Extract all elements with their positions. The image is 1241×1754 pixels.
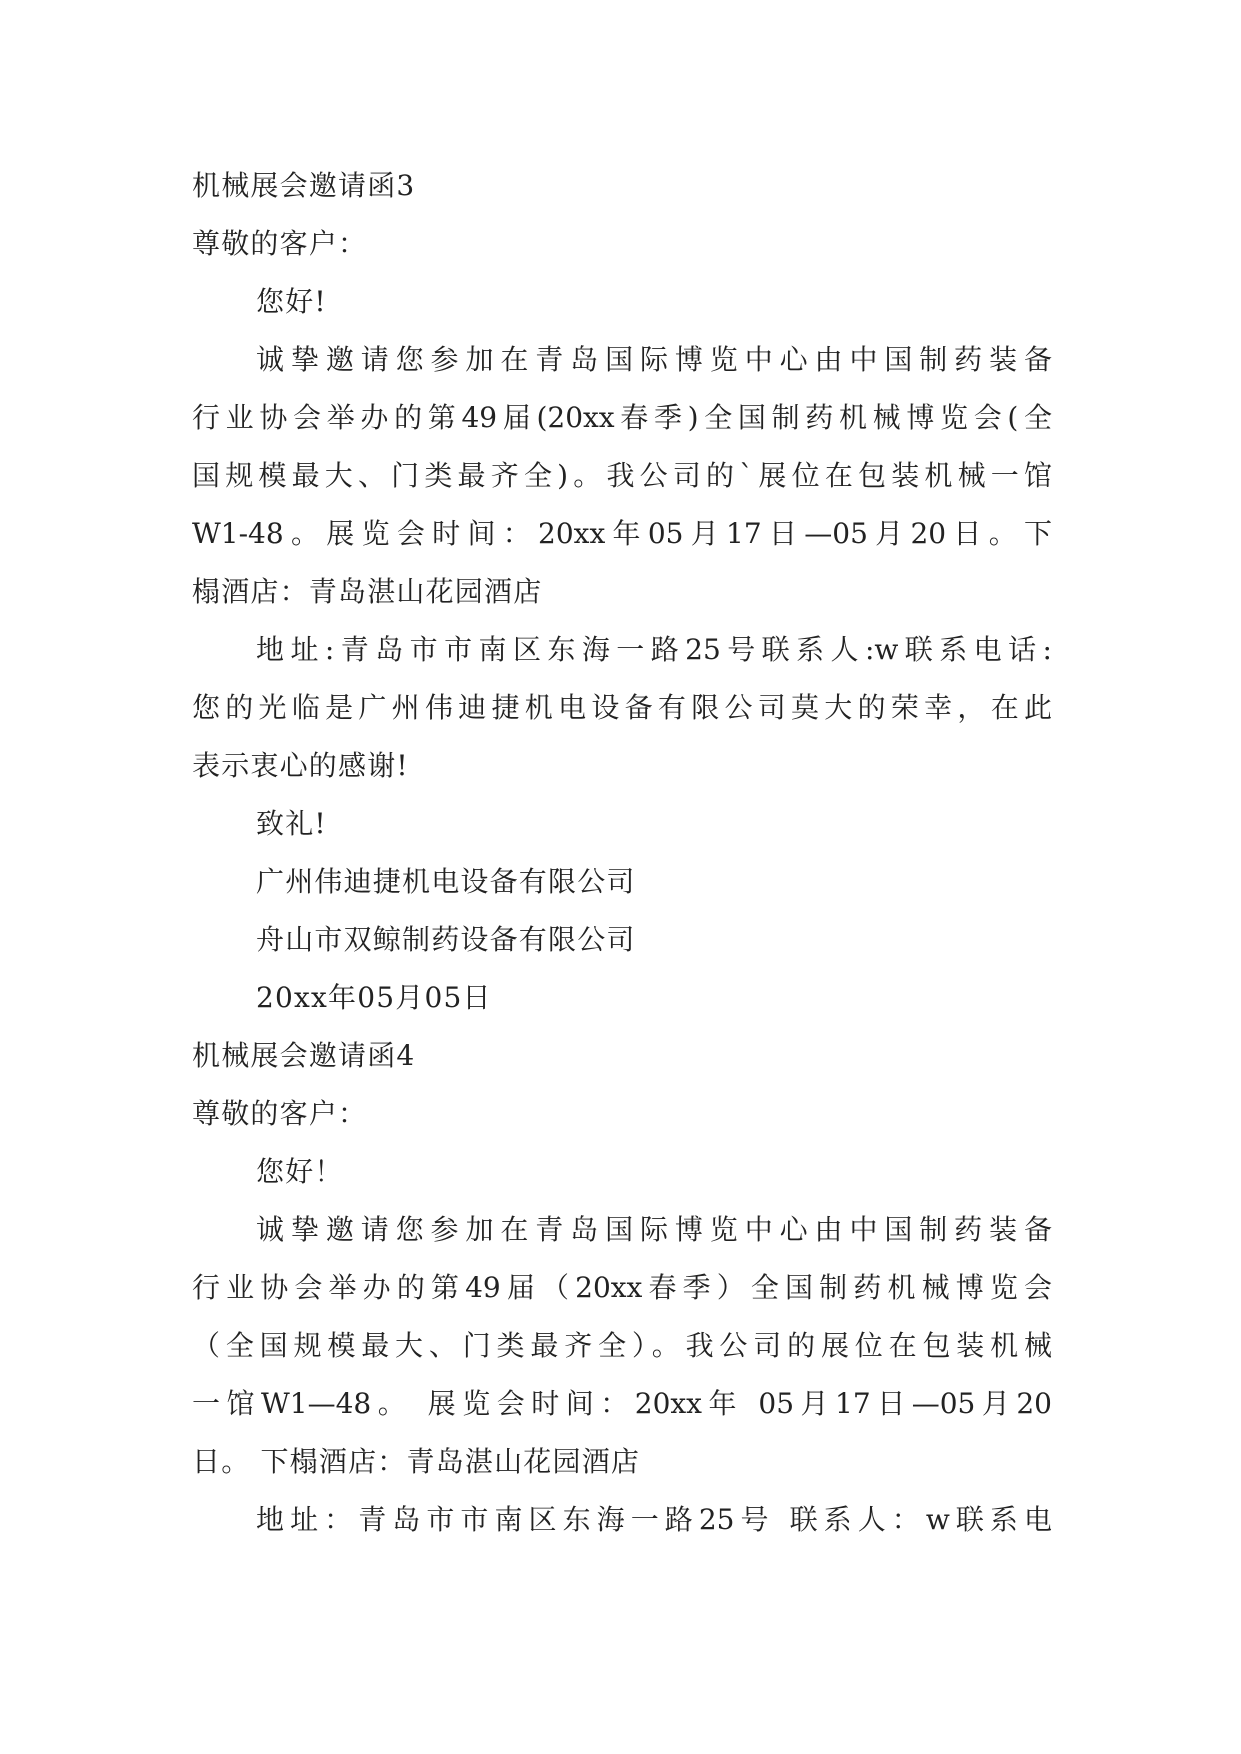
letter4-title: 机械展会邀请函4 [192,1039,416,1072]
letter4-body1-line2: 行业协会举办的第49届（20xx春季）全国制药机械博览会 [192,1271,1052,1304]
letter3-body2-line2: 您的光临是广州伟迪捷机电设备有限公司莫大的荣幸，在此 [192,691,1052,724]
letter4-body1-line5: 日。 下榻酒店：青岛湛山花园酒店 [192,1445,641,1478]
letter3-closing: 致礼! [256,807,327,840]
letter3-company1: 广州伟迪捷机电设备有限公司 [256,865,636,898]
letter3-body2-line3: 表示衷心的感谢! [192,749,409,782]
letter4-greeting: 您好！ [256,1155,344,1188]
letter4-body1-line1: 诚挚邀请您参加在青岛国际博览中心由中国制药装备 [256,1213,1052,1246]
letter3-company2: 舟山市双鲸制药设备有限公司 [256,923,636,956]
letter4-body1-line3: （全国规模最大、门类最齐全）。我公司的展位在包装机械 [192,1329,1052,1362]
letter4-salutation: 尊敬的客户： [192,1097,368,1130]
letter4-body1-line4: 一馆W1—48。 展览会时间：20xx年 05月17日—05月20 [192,1387,1052,1420]
letter3-body1-line5: 榻酒店：青岛湛山花园酒店 [192,575,543,608]
letter3-greeting: 您好! [256,285,327,318]
letter3-title: 机械展会邀请函3 [192,169,416,202]
letter3-body1-line2: 行业协会举办的第49届(20xx春季)全国制药机械博览会(全 [192,401,1052,434]
letter3-body1-line1: 诚挚邀请您参加在青岛国际博览中心由中国制药装备 [256,343,1052,376]
letter3-date: 20xx年05月05日 [256,981,492,1014]
letter3-body1-line4: W1-48。展览会时间：20xx年05月17日—05月20日。下 [192,517,1052,550]
letter3-body2-line1: 地址:青岛市市南区东海一路25号联系人:w联系电话: [256,633,1052,666]
letter3-body1-line3: 国规模最大、门类最齐全)。我公司的`展位在包装机械一馆 [192,459,1052,492]
letter4-body2-line1: 地址：青岛市市南区东海一路25号 联系人：w联系电 [256,1503,1052,1536]
letter3-salutation: 尊敬的客户： [192,227,368,260]
